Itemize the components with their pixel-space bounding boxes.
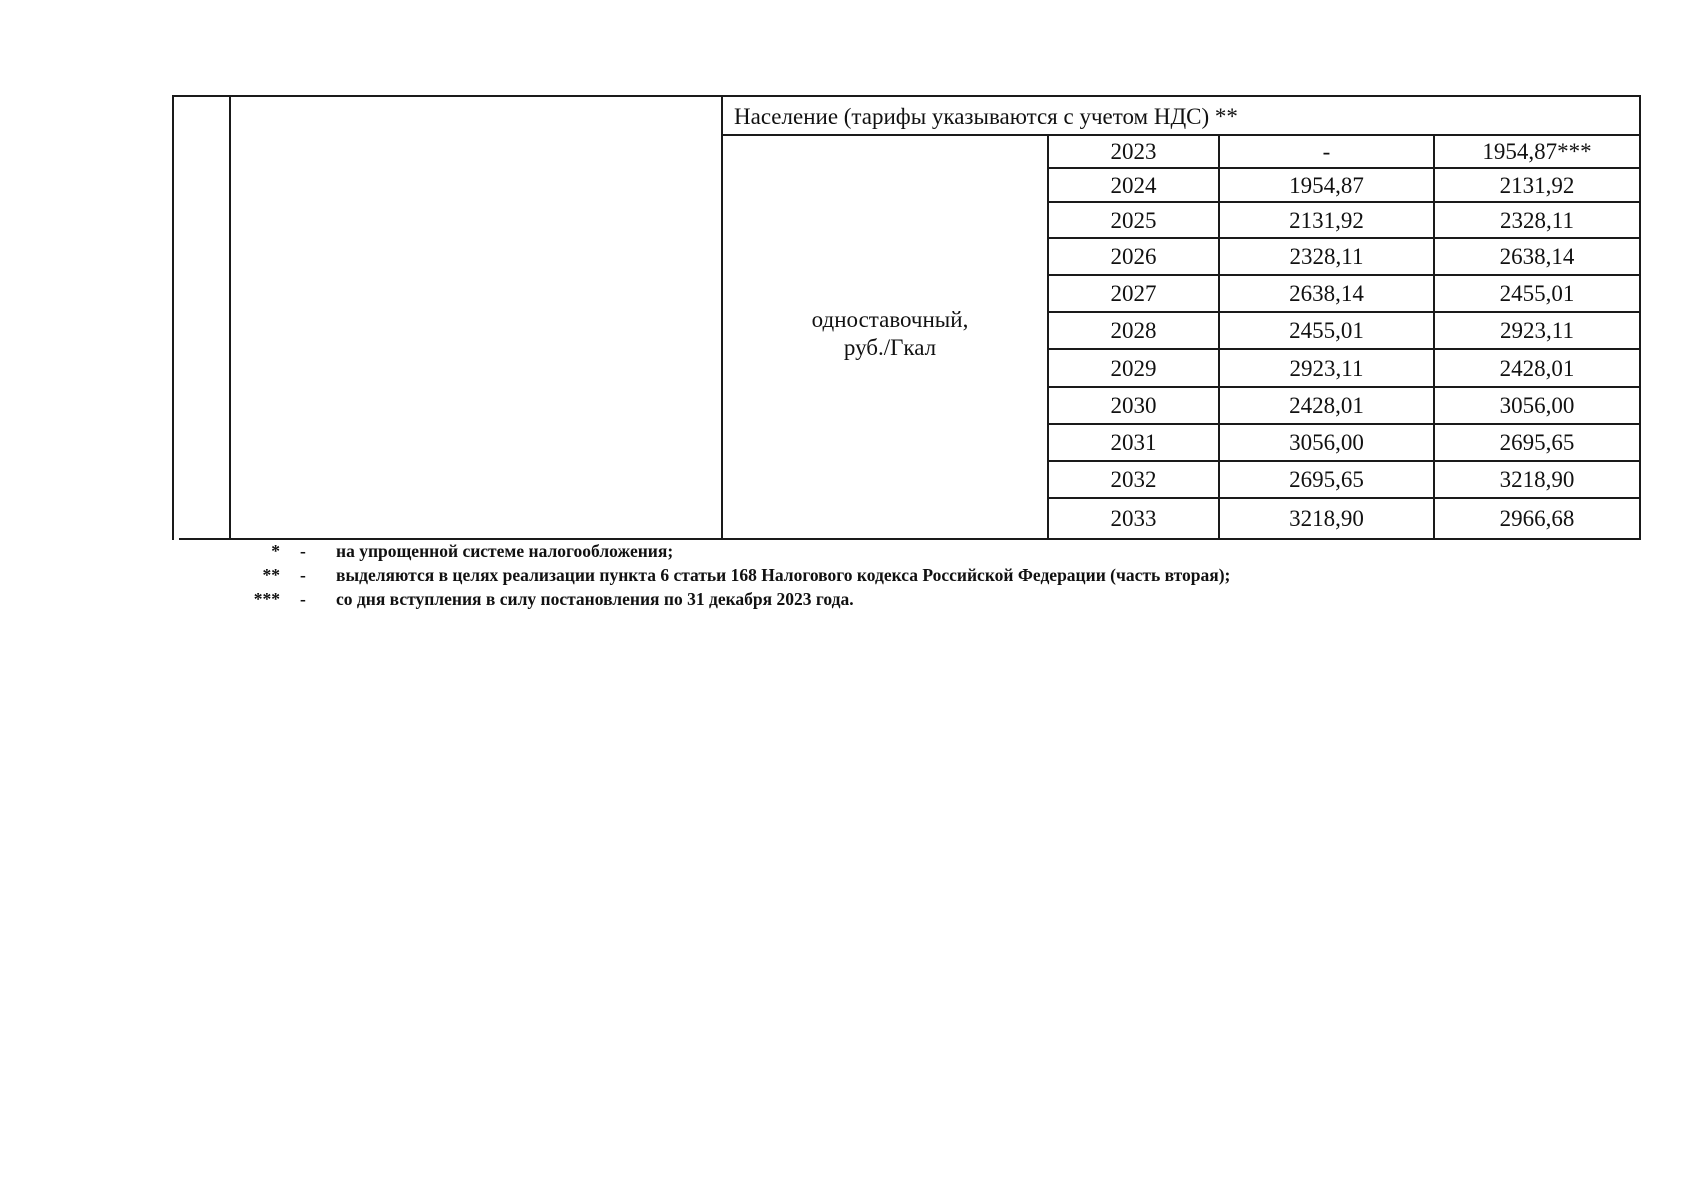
footnote [220,539,1520,563]
second-half-cell: 2131,92 [1499,172,1575,198]
column-divider-2 [721,95,723,538]
second-half-cell: 3056,00 [1499,393,1575,418]
footnote-mark: *** [253,589,280,609]
rate-type: одноставочный, [811,307,969,332]
first-half-cell: 2455,01 [1289,318,1364,343]
first-half-cell: - [1322,139,1331,164]
first-half-cell: 3218,90 [1289,506,1364,531]
year-cell: 2024 [1110,172,1157,198]
footnote [220,587,1520,611]
first-half-cell: 3056,00 [1289,430,1364,455]
second-half-cell: 2966,68 [1499,506,1575,531]
footnote-text: выделяются в целях реализации пункта 6 статьи 168 Налогового кодекса Российской Федерации (часть вторая); [336,565,1231,585]
table-border-right [1639,95,1641,538]
second-half-cell: 2328,11 [1500,207,1574,233]
year-cell: 2025 [1110,207,1157,233]
second-half-cell: 2638,14 [1499,244,1575,269]
section-header: Население (тарифы указываются с учетом НДС) ** [734,104,1238,129]
year-cell: 2031 [1110,430,1157,455]
first-half-cell: 2131,92 [1289,207,1364,233]
second-half-cell: 2923,11 [1500,318,1574,343]
year-cell: 2032 [1110,467,1157,492]
first-half-cell: 2328,11 [1289,244,1364,269]
year-cell: 2028 [1110,318,1157,343]
year-cell: 2027 [1110,281,1157,306]
footnote-text: на упрощенной системе налогообложения; [336,541,674,561]
footnote-mark: * [271,541,280,561]
second-half-cell: 2455,01 [1499,281,1575,306]
second-half-cell: 1954,87*** [1482,139,1592,164]
year-cell: 2033 [1110,506,1157,531]
year-cell: 2030 [1110,393,1157,418]
second-half-cell: 2428,01 [1499,355,1575,381]
footnote-text: со дня вступления в силу постановления по 31 декабря 2023 года. [336,589,854,609]
footnote-dash: - [300,589,306,609]
footnote-dash: - [300,541,306,561]
table-border-top [172,95,1641,97]
rate-label [740,306,1040,362]
first-half-cell: 2638,14 [1289,281,1364,306]
first-half-cell: 2923,11 [1289,355,1364,381]
second-half-cell: 3218,90 [1499,467,1575,492]
column-divider-1 [229,95,231,540]
year-cell: 2023 [1110,139,1157,164]
footnote [220,563,1520,587]
first-half-cell: 2695,65 [1289,467,1364,492]
first-half-cell: 2428,01 [1289,393,1364,418]
rate-unit: руб./Гкал [843,335,937,360]
second-half-cell: 2695,65 [1499,430,1575,455]
year-cell: 2026 [1110,244,1157,269]
year-cell: 2029 [1110,355,1157,381]
first-half-cell: 1954,87 [1289,172,1364,198]
footnote-dash: - [300,565,306,585]
footnote-mark: ** [262,565,280,585]
table-border-left [172,95,174,540]
